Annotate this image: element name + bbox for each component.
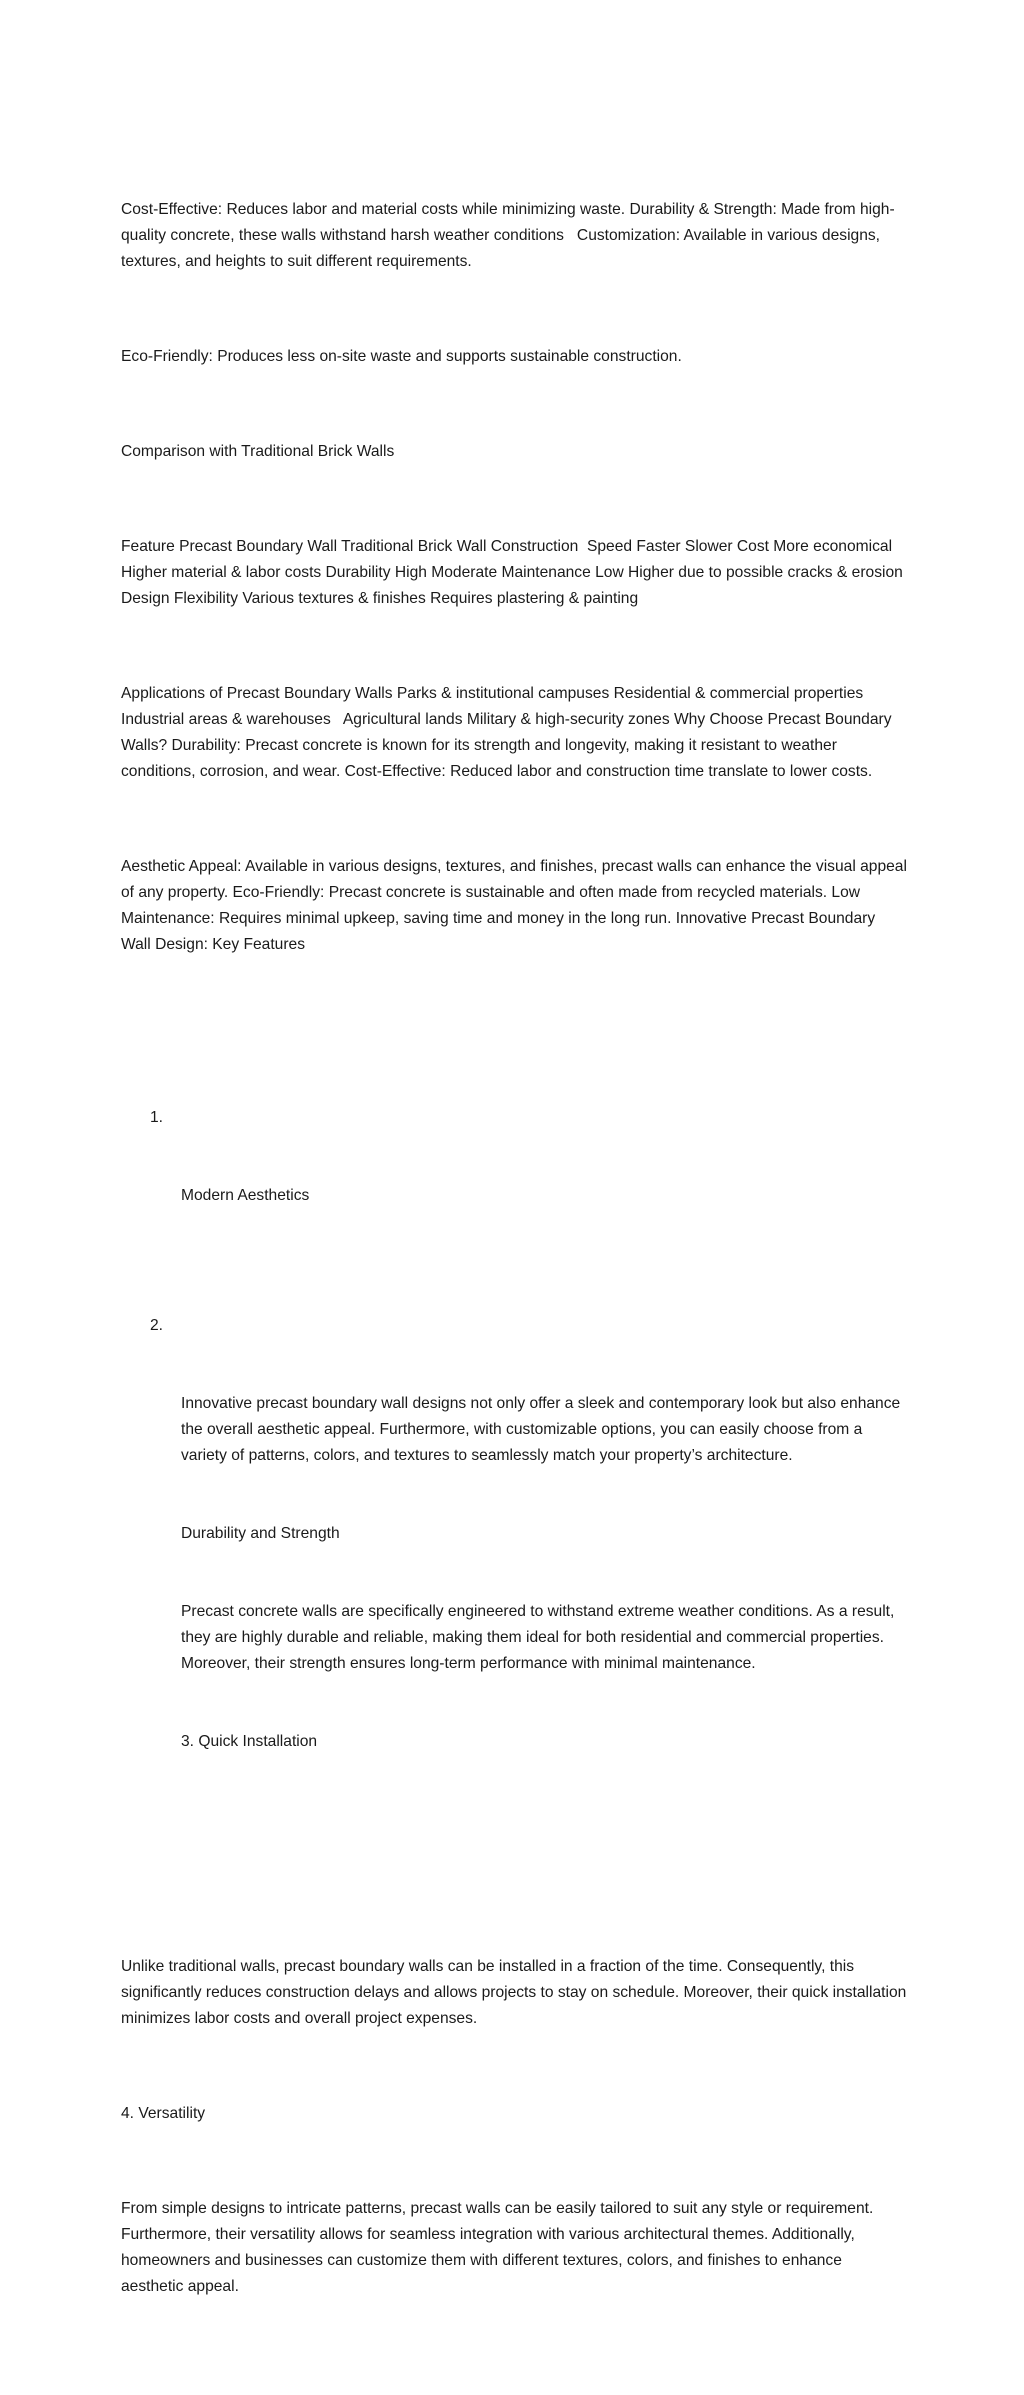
paragraph-installation: Unlike traditional walls, precast boundary walls can be installed in a fraction of the time. Consequently, this significantly reduces construction delays and allows projects to stay on schedule. Moreover, their quick installation minimizes labor costs and overall project expenses. [121,1958,911,2027]
list-number: 2. [150,1317,164,1334]
paragraph-benefits: Cost-Effective: Reduces labor and material costs while minimizing waste. Durability & Strength: Made from high-quality concrete, these walls withstand harsh weather conditions Customization: Available in various designs, textures, and heights to suit different requirements. [121,201,895,270]
list-item-subheading-durability: Durability and Strength [181,1525,340,1542]
key-features-list [121,1053,907,1859]
list-item-text: Modern Aesthetics [181,1187,310,1204]
list-item-modern-aesthetics [121,1105,907,1261]
list-number: 1. [150,1109,164,1126]
paragraph-comparison-table-text: Feature Precast Boundary Wall Traditional Brick Wall Construction Speed Faster Slower Cost More economical Higher material & labor costs Durability High Moderate Maintenance Low Higher due to possible cracks & erosion Design Flexibility Various textures & finishes Requires plastering & painting [121,538,908,607]
list-item-subheading-quick-installation: 3. Quick Installation [181,1733,318,1750]
paragraph-versatility: From simple designs to intricate patterns, precast walls can be easily tailored to suit any style or requirement. Furthermore, their versatility allows for seamless integration with various architectural themes. Additionally, homeowners and businesses can customize them with different textures, colors, and finishes to enhance aesthetic appeal. [121,2200,878,2295]
paragraph-eco-friendly: Eco-Friendly: Produces less on-site waste and supports sustainable construction. [121,348,682,365]
paragraph-applications: Applications of Precast Boundary Walls Parks & institutional campuses Residential & commercial properties Industrial areas & warehouses Agricultural lands Military & high-security zones Why Choose Precast Boundary Walls? Durability: Precast concrete is known for its strength and longevity, making it resistant to weather conditions, corrosion, and wear. Cost-Effective: Reduced labor and construction time translate to lower costs. [121,685,896,780]
list-item-text: Innovative precast boundary wall designs not only offer a sleek and contemporary look but also enhance the overall aesthetic appeal. Furthermore, with customizable options, you can easily choose from a variety of patterns, colors, and textures to seamlessly match your property’s architecture. [181,1395,905,1464]
document-body [121,119,912,2395]
paragraph-aesthetic-appeal: Aesthetic Appeal: Available in various designs, textures, and finishes, precast walls can enhance the visual appeal of any property. Eco-Friendly: Precast concrete is sustainable and often made from recycled materials. Low Maintenance: Requires minimal upkeep, saving time and money in the long run. Innovative Precast Boundary Wall Design: Key Features [121,858,912,953]
list-item-innovative-designs [121,1313,907,1807]
list-item-text-durability: Precast concrete walls are specifically engineered to withstand extreme weather conditions. As a result, they are highly durable and reliable, making them ideal for both residential and commercial properties. Moreover, their strength ensures long-term performance with minimal maintenance. [181,1603,899,1672]
paragraph-versatility-heading: 4. Versatility [121,2105,206,2122]
paragraph-comparison-heading: Comparison with Traditional Brick Walls [121,443,395,460]
